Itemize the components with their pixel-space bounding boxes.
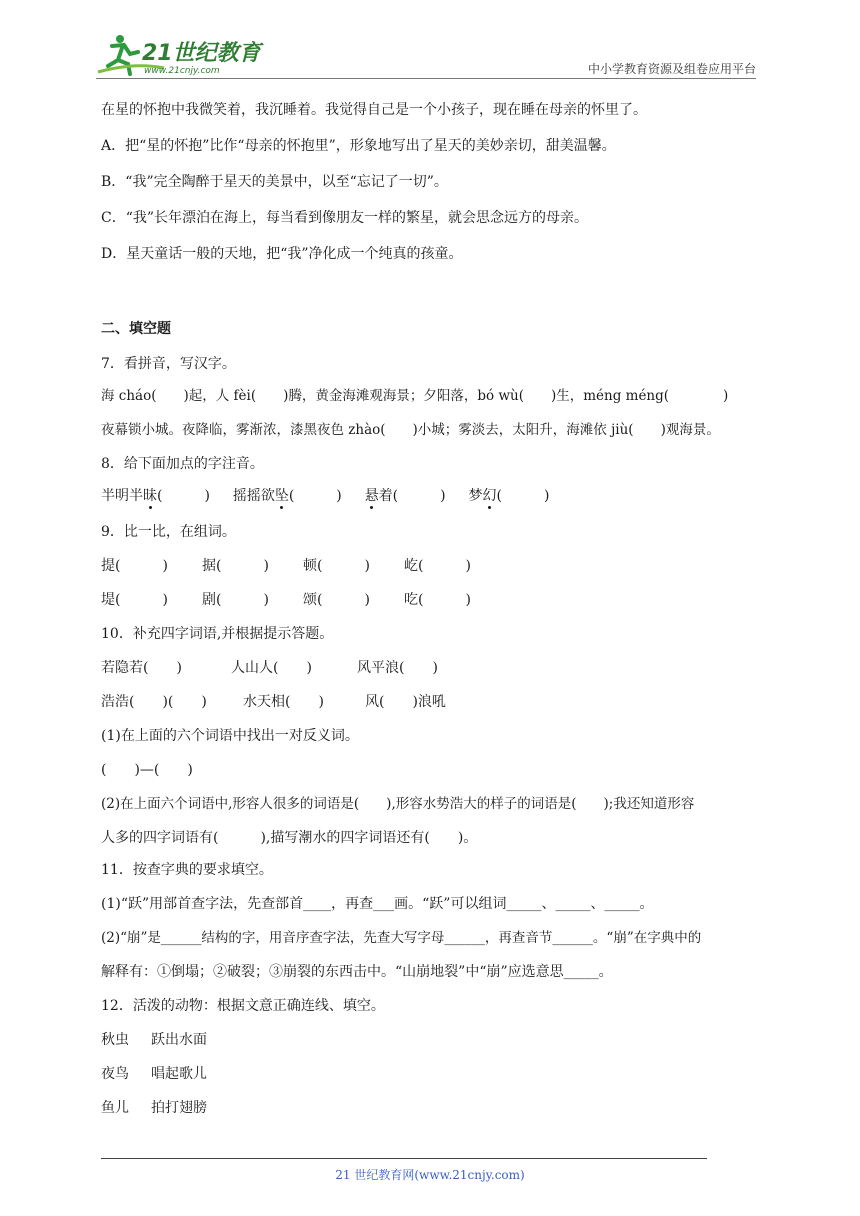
q10-sub1-answer: ( )—( ) xyxy=(101,762,193,778)
q12-title: 12．活泼的动物：根据文意正确连线、填空。 xyxy=(101,998,385,1014)
q9-row1: 提( ) 据( ) 顿( ) 屹( ) xyxy=(101,558,471,574)
q6-stem: 在星的怀抱中我微笑着，我沉睡着。我觉得自己是一个小孩子，现在睡在母亲的怀里了。 xyxy=(101,102,647,118)
q8-item-1: 半明半昧( ) xyxy=(101,488,210,504)
q12-pair-2: 夜鸟 唱起歌儿 xyxy=(101,1066,207,1082)
q8-item-3: 悬着( ) xyxy=(364,488,446,504)
q8-items xyxy=(101,486,549,506)
q10-title: 10．补充四字词语,并根据提示答题。 xyxy=(101,626,334,642)
q8-title: 8．给下面加点的字注音。 xyxy=(101,456,264,472)
q6-option-a: A．把“星的怀抱”比作“母亲的怀抱里”，形象地写出了星天的美妙亲切，甜美温馨。 xyxy=(101,138,616,154)
header-divider xyxy=(96,78,756,79)
q8-item-2: 摇摇欲坠( ) xyxy=(232,488,342,504)
platform-name: 中小学教育资源及组卷应用平台 xyxy=(587,62,756,76)
q12-pair-1: 秋虫 跃出水面 xyxy=(101,1032,207,1048)
q10-sub2-line1: (2)在上面六个词语中,形容人很多的词语是( ),形容水势浩大的样子的词语是( );我还知道形容 xyxy=(101,796,695,812)
q6-option-c: C．“我”长年漂泊在海上，每当看到像朋友一样的繁星，就会思念远方的母亲。 xyxy=(101,210,589,226)
q8-item-4: 梦幻( ) xyxy=(468,488,550,504)
q9-title: 9．比一比，在组词。 xyxy=(101,524,236,540)
q7-title: 7．看拼音，写汉字。 xyxy=(101,356,236,372)
q10-row2: 浩浩( )( ) 水天相( ) 风( )浪吼 xyxy=(101,694,446,710)
svg-text:21世纪教育: 21世纪教育 xyxy=(142,41,261,66)
q9-row2: 堤( ) 剧( ) 颂( ) 吃( ) xyxy=(101,592,471,608)
site-logo xyxy=(94,32,264,80)
q7-line1: 海 cháo( )起，人 fèi( )腾，黄金海滩观海景；夕阳落，bó wù( )生，méng méng( ) xyxy=(101,388,729,404)
q6-option-d: D．星天童话一般的天地，把“我”净化成一个纯真的孩童。 xyxy=(101,246,463,262)
q11-title: 11．按查字典的要求填空。 xyxy=(101,862,273,878)
q10-sub2-line2: 人多的四字词语有( ),描写潮水的四字词语还有( )。 xyxy=(101,830,478,846)
q11-sub2-line1: (2)“崩”是______结构的字，用音序查字法，先查大写字母______，再查音节______。“崩”在字典中的 xyxy=(101,930,702,946)
q11-sub2-line2: 解释有：①倒塌；②破裂；③崩裂的东西击中。“山崩地裂”中“崩”应选意思_____。 xyxy=(101,964,613,980)
page-header xyxy=(0,0,860,80)
q11-sub1: (1)“跃”用部首查字法，先查部首____，再查___画。“跃”可以组词_____、_____、_____。 xyxy=(101,896,654,912)
q7-line2: 夜幕锁小城。夜降临，雾渐浓，漆黑夜色 zhào( )小城；雾淡去，太阳升，海滩依 jiù( )观海景。 xyxy=(101,422,720,438)
svg-text:www.21cnjy.com: www.21cnjy.com xyxy=(144,66,220,76)
q10-row1: 若隐若( ) 人山人( ) 风平浪( ) xyxy=(101,660,438,676)
q12-pair-3: 鱼儿 拍打翅膀 xyxy=(101,1100,207,1116)
section-title: 二、填空题 xyxy=(101,321,171,337)
footer-link[interactable]: 21 世纪教育网(www.21cnjy.com) xyxy=(335,1168,525,1182)
footer-divider xyxy=(101,1158,707,1159)
q10-sub1: (1)在上面的六个词语中找出一对反义词。 xyxy=(101,728,359,744)
q6-option-b: B．“我”完全陶醉于星天的美景中，以至“忘记了一切”。 xyxy=(101,174,448,190)
